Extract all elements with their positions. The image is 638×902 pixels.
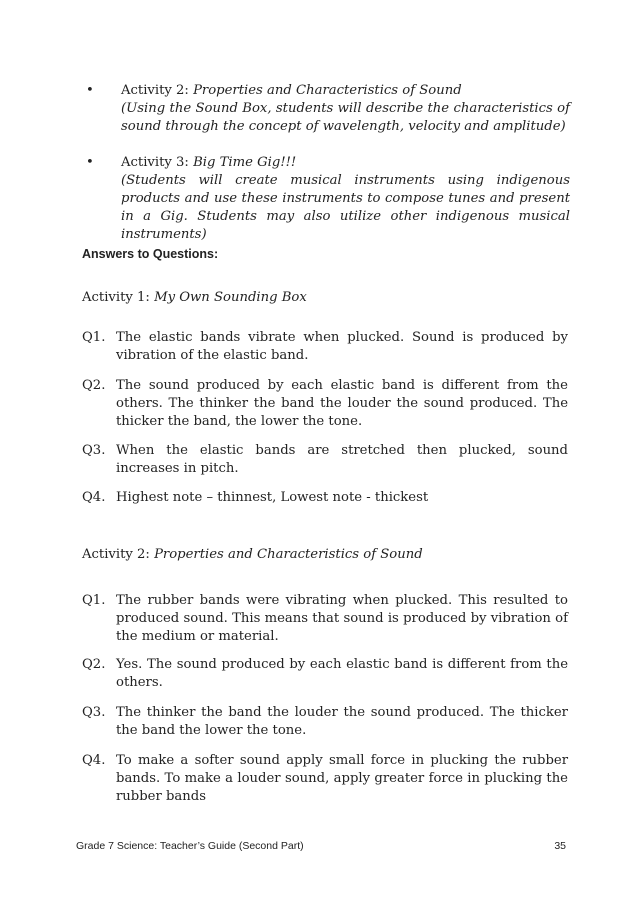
answer-text: Highest note – thinnest, Lowest note - thickest: [116, 490, 429, 505]
activity-title: Properties and Characteristics of Sound: [154, 547, 423, 562]
answer-text: The elastic bands vibrate when plucked. Sound is produced by vibration of the elastic band.: [116, 330, 568, 363]
page-number: 35: [554, 840, 566, 852]
activity-heading: [100, 154, 570, 172]
question-number: Q3.: [82, 705, 106, 720]
activity-2-heading: [82, 546, 423, 564]
activity-prefix: Activity 2:: [121, 83, 194, 98]
answer-item: [82, 592, 568, 646]
activity-note: (Using the Sound Box, students will describe the characteristics of sound through the concept of wavelength, velocity and amplitude): [121, 101, 570, 134]
question-number: Q4.: [82, 753, 106, 768]
activity-title: Properties and Characteristics of Sound: [193, 83, 462, 98]
answer-text: When the elastic bands are stretched then plucked, sound increases in pitch.: [116, 443, 568, 476]
answer-item: [82, 489, 568, 507]
question-number: Q2.: [82, 657, 106, 672]
answer-item: [82, 377, 568, 431]
activity-prefix: Activity 1:: [82, 290, 155, 305]
bullet-icon: •: [86, 155, 94, 170]
answer-text: Yes. The sound produced by each elastic band is different from the others.: [116, 657, 568, 690]
answer-text: The sound produced by each elastic band is different from the others. The thinker the band the louder the sound produced. The thicker the band, the lower the tone.: [116, 378, 568, 429]
question-number: Q1.: [82, 593, 106, 608]
page-footer: [76, 840, 566, 852]
answer-text: The rubber bands were vibrating when plucked. This resulted to produced sound. This means that sound is produced by vibration of the medium or material.: [116, 593, 568, 644]
bullet-icon: •: [86, 83, 94, 98]
answer-text: The thinker the band the louder the sound produced. The thicker the band the lower the tone.: [116, 705, 568, 738]
answer-item: [82, 656, 568, 692]
footer-title: Grade 7 Science: Teacher’s Guide (Second Part): [76, 840, 304, 852]
activity-title: My Own Sounding Box: [154, 290, 307, 305]
activity-2-bullet: [86, 82, 570, 136]
question-number: Q2.: [82, 378, 106, 393]
activity-1-heading: [82, 289, 307, 307]
answer-item: [82, 704, 568, 740]
answers-heading: Answers to Questions:: [82, 247, 219, 261]
activity-note: (Students will create musical instruments using indigenous products and use these instruments to compose tunes and present in a Gig. Students may also utilize other indigenous musical instruments): [121, 173, 570, 242]
activity-3-bullet: [86, 154, 570, 244]
answer-item: [82, 752, 568, 806]
activity-prefix: Activity 2:: [82, 547, 155, 562]
answer-item: [82, 442, 568, 478]
answer-item: [82, 329, 568, 365]
activity-heading: [100, 82, 570, 100]
question-number: Q1.: [82, 330, 106, 345]
question-number: Q3.: [82, 443, 106, 458]
activity-title: Big Time Gig!!!: [193, 155, 297, 170]
question-number: Q4.: [82, 490, 106, 505]
activity-prefix: Activity 3:: [121, 155, 194, 170]
answer-text: To make a softer sound apply small force in plucking the rubber bands. To make a louder sound, apply greater force in plucking the rubber bands: [116, 753, 568, 804]
